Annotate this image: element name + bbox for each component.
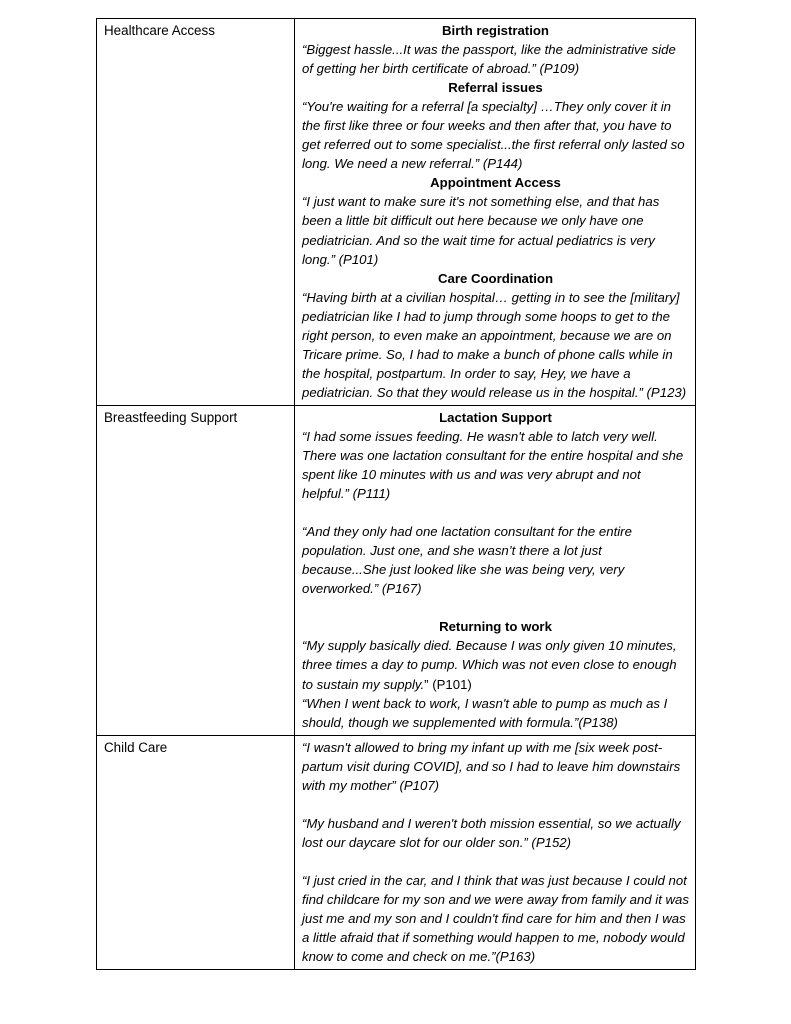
quote: “I had some issues feeding. He wasn't able to latch very well. There was one lactation consultant for the entire hospital and she spent like 10 minutes with us and was very abrupt and not helpful.” (P111) [302, 428, 684, 502]
spacer [302, 852, 689, 871]
quote: “When I went back to work, I wasn't able to pump as much as I should, though we supplemented with formula.”(P138) [302, 695, 668, 730]
theme-cell: Breastfeeding Support [97, 405, 295, 735]
subtheme-heading: Lactation Support [439, 409, 552, 425]
quotes-cell [295, 19, 696, 406]
quote: “And they only had one lactation consultant for the entire population. Just one, and she wasn’t there a lot just because...She just looked like she was being very, very overworked.” (P167) [302, 524, 632, 597]
table-row [97, 405, 696, 735]
quote: “I just want to make sure it's not something else, and that has been a little bit difficult out here because we only have one pediatrician. And so the wait time for actual pediatrics is very long.” (P101) [302, 194, 660, 267]
subtheme-heading: Returning to work [439, 619, 552, 635]
quotes-cell [295, 405, 696, 735]
quote: “My husband and I weren't both mission essential, so we actually lost our daycare slot for our older son.” (P152) [302, 815, 681, 850]
spacer [302, 598, 689, 617]
quote: “I just cried in the car, and I think that was just because I could not find childcare for my son and we were away from family and it was just me and my son and I couldn't find care for him and then I was a little afraid that if something would happen to me, nobody would know to come and check on me.”(P163) [302, 872, 689, 965]
spacer [302, 503, 689, 522]
quote [302, 636, 689, 693]
quote-citation: ” (P101) [424, 676, 472, 692]
theme-cell: Healthcare Access [97, 19, 295, 406]
quote: “I wasn't allowed to bring my infant up with me [six week post-partum visit during COVID], and so I had to leave him downstairs with my mother” (P107) [302, 739, 681, 793]
quote: “Having birth at a civilian hospital… getting in to see the [military] pediatrician like I had to jump through some hoops to get to the right person, to even make an appointment, because we are on Tricare prime. So, I had to make a bunch of phone calls while in the hospital, postpartum. In order to say, Hey, we have a pediatrician. So that they would release us in the hospital.” (P123) [302, 289, 687, 400]
quotes-cell [295, 735, 696, 969]
table-row [97, 19, 696, 406]
spacer [302, 795, 689, 814]
subtheme-heading: Appointment Access [430, 175, 561, 191]
table-row [97, 735, 696, 969]
quote-text: “My supply basically died. Because I was only given 10 minutes, three times a day to pump. Which was not even close to enough to sustain my supply. [302, 638, 677, 692]
themes-quotes-table [96, 18, 696, 970]
quote: “Biggest hassle...It was the passport, like the administrative side of getting her birth certificate of abroad.” (P109) [302, 42, 676, 77]
subtheme-heading: Birth registration [442, 23, 549, 38]
quote: “You're waiting for a referral [a specialty] …They only cover it in the first like three or four weeks and then after that, you have to get referred out to some specialist...the first referral only lasted so long. We need a new referral.” (P144) [302, 99, 685, 172]
subtheme-heading: Referral issues [448, 80, 543, 96]
subtheme-heading: Care Coordination [437, 270, 554, 286]
theme-cell: Child Care [97, 735, 295, 969]
